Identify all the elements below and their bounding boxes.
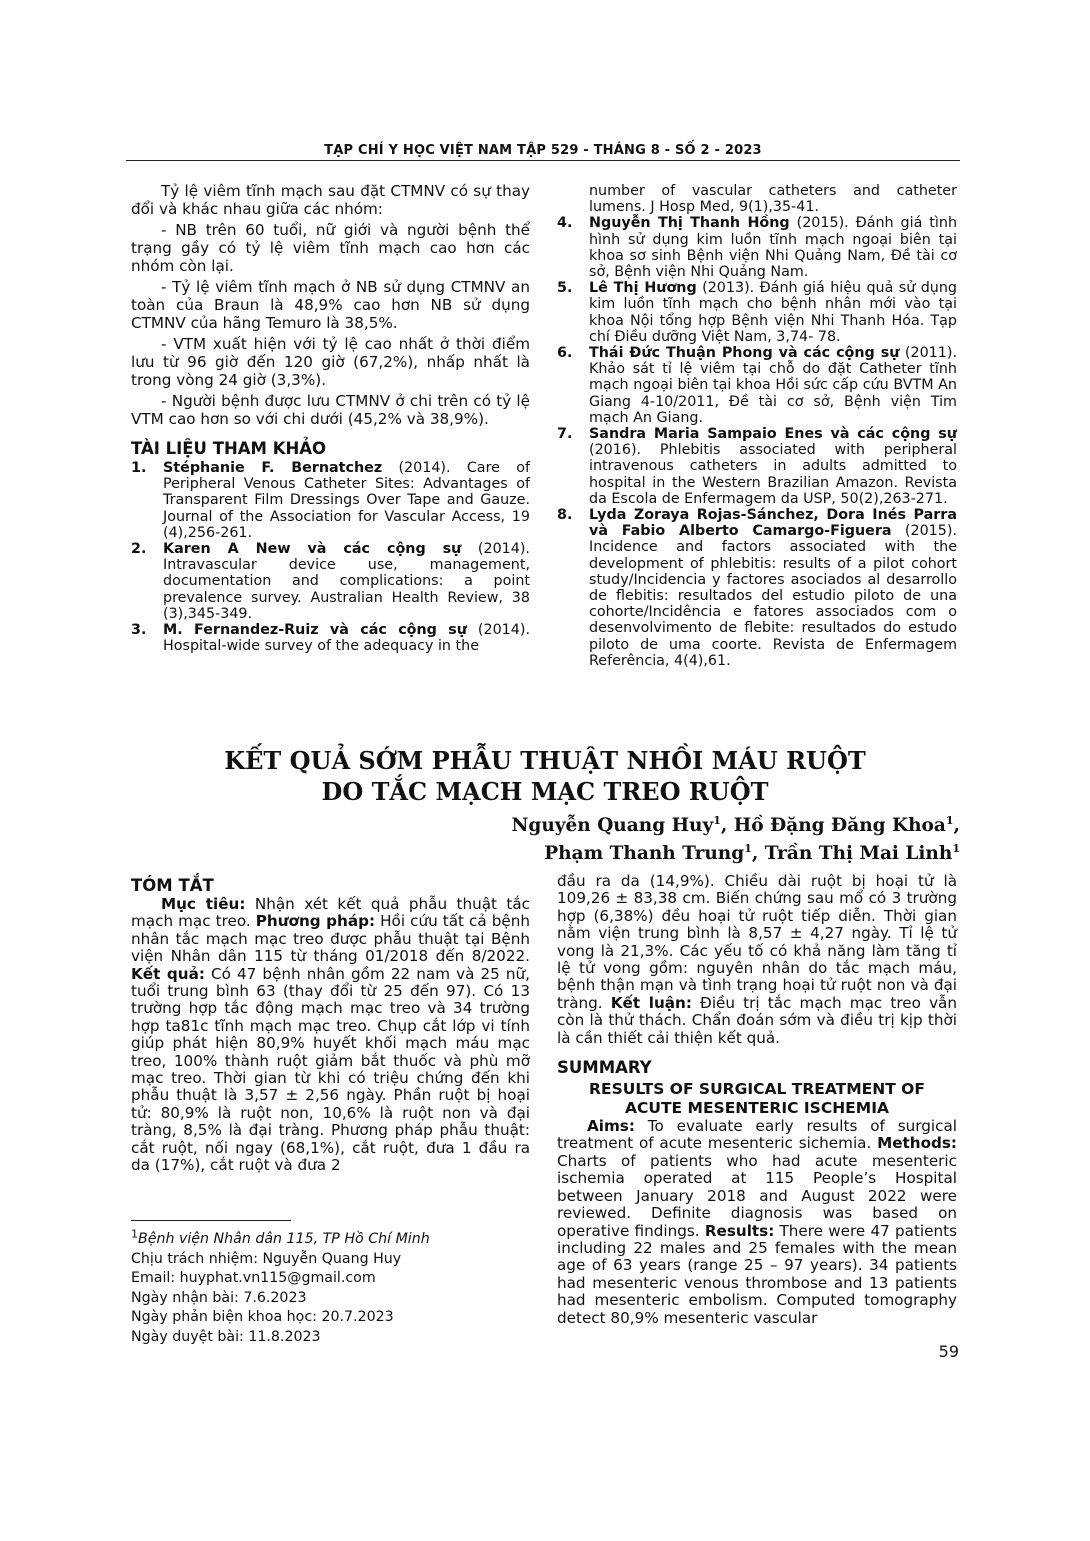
reference-item: 3. M. Fernandez-Ruiz và các cộng sự (2014). Hospital-wide survey of the adequacy in the <box>131 622 530 655</box>
reference-item: 7. Sandra Maria Sampaio Enes và các cộng sự (2016). Phlebitis associated with peripheral intravenous catheters in adults admitted to hospital in the Western Brazilian Amazon. Revista da Escola de Enfermagem da USP, 50(2),263-271. <box>557 426 957 507</box>
conclusion-paragraph: Tỷ lệ viêm tĩnh mạch sau đặt CTMNV có sự thay đổi và khác nhau giữa các nhóm: <box>131 182 530 218</box>
corresponding-author: Chịu trách nhiệm: Nguyễn Quang Huy <box>131 1250 402 1267</box>
summary-title: RESULTS OF SURGICAL TREATMENT OF ACUTE MESENTERIC ISCHEMIA <box>589 1080 925 1118</box>
footnote-rule <box>131 1220 291 1221</box>
reference-item: 6. Thái Đức Thuận Phong và các cộng sự (2011). Khảo sát tỉ lệ viêm tại chỗ do đặt Catheter tĩnh mạch ngoại biên tại khoa Hồi sức cấp cứu BVTM An Giang 4-10/2011, Đề tài cơ sở, Bệnh viện Tim mạch An Giang. <box>557 345 957 426</box>
journal-header: TẠP CHÍ Y HỌC VIỆT NAM TẬP 529 - THÁNG 8 - SỐ 2 - 2023 <box>324 143 762 158</box>
conclusion-paragraph: - NB trên 60 tuổi, nữ giới và người bệnh thể trạng gầy có tỷ lệ viêm tĩnh mạch cao hơn các nhóm còn lại. <box>131 221 530 275</box>
abstract-body: Mục tiêu: Nhận xét kết quả phẫu thuật tắc mạch mạc treo. Phương pháp: Hồi cứu tất cả bệnh nhân tắc mạch mạc treo được phẫu thuật tại Bệnh viện Nhân dân 115 từ tháng 01/2018 đến 8/2022. Kết quả: Có 47 bệnh nhân gồm 22 nam và 25 nữ, tuổi trung bình 63 (thay đổi từ 25 đến 97). Có 13 trường hợp tắc động mạch mạc treo và 34 trường hợp ta81c tĩnh mạch mạc treo. Chụp cắt lớp vi tính giúp phát hiện 80,9% huyết khối mạch máu mạc treo, 100% thành ruột giảm bắt thuốc và phù mỡ mạc treo. Thời gian từ khi có triệu chứng đến khi phẫu thuật là 3,57 ± 2,56 ngày. Phần ruột bị hoại tử: 80,9% là ruột non, 10,6% là ruột non và đại tràng, 8,5% là đại tràng. Phương pháp phẫu thuật: cắt ruột, nối ngay (68,1%), cắt ruột, đưa 1 đầu ra da (17%), cắt ruột và đưa 2 <box>131 895 531 1175</box>
conclusion-paragraph: - VTM xuất hiện với tỷ lệ cao nhất ở thời điểm lưu từ 96 giờ đến 120 giờ (67,2%), nhấp nhất là trong vòng 24 giờ (3,3%). <box>131 335 530 389</box>
article-title: KẾT QUẢ SỚM PHẪU THUẬT NHỒI MÁU RUỘT DO TẮC MẠCH MẠC TREO RUỘT <box>224 746 866 806</box>
author-list: Nguyễn Quang Huy$^1$, Hồ Đặng Đăng Khoa$^1$, Phạm Thanh Trung$^1$, Trần Thị Mai Linh$^1$ <box>511 813 960 864</box>
reference-item: 1. Stéphanie F. Bernatchez (2014). Care of Peripheral Venous Catheter Sites: Advantages of Transparent Film Dressings Over Tape and Gauze. Journal of the Association for Vascular Access, 19 (4),256-261. <box>131 460 530 541</box>
author-name: Phạm Thanh Trung <box>544 843 745 864</box>
abstract-continued <box>557 873 957 1327</box>
abstract-heading: TÓM TẮT <box>131 876 214 895</box>
email: Email: huyphat.vn115@gmail.com <box>131 1270 376 1287</box>
conclusion-paragraph: - Người bệnh được lưu CTMNV ở chi trên có tỷ lệ VTM cao hơn so với chi dưới (45,2% và 38,9%). <box>131 392 530 428</box>
author-name: Trần Thị Mai Linh <box>764 843 953 864</box>
reference-list-continued <box>557 183 957 669</box>
reference-item: 5. Lê Thị Hương (2013). Đánh giá hiệu quả sử dụng kim luồn tĩnh mạch cho bệnh nhân mới vào tại khoa Nội tổng hợp Bệnh viện Nhi Thanh Hóa. Tạp chí Điều dưỡng Việt Nam, 3,74- 78. <box>557 280 957 345</box>
reference-item: number of vascular catheters and catheter lumens. J Hosp Med, 9(1),35-41. <box>589 183 957 216</box>
date-received: Ngày nhận bài: 7.6.2023 <box>131 1289 307 1306</box>
page-number: 59 <box>938 1342 959 1361</box>
reference-item: 8. Lyda Zoraya Rojas-Sánchez, Dora Inés Parra và Fabio Alberto Camargo-Figuera (2015). Incidence and factors associated with the development of phlebitis: results of a pilot cohort study/Incidencia y factores asociados al desarrollo de flebitis: resultados del estudio piloto de una cohorte/Incidência e fatores associados com o desenvolvimento de flebite: resultados do estudo piloto de uma coorte. Revista de Enfermagem Referência, 4(4),61. <box>557 507 957 669</box>
reference-list <box>131 460 530 654</box>
date-accepted: Ngày duyệt bài: 11.8.2023 <box>131 1328 321 1345</box>
author-name: Nguyễn Quang Huy <box>511 815 714 836</box>
summary-heading: SUMMARY <box>557 1058 652 1078</box>
summary-body: Aims: To evaluate early results of surgical treatment of acute mesenteric sichemia. Methods: Charts of patients who had acute mesenteric ischemia operated at 115 People’s Hospital between January 2018 and August 2022 were reviewed. Definite diagnosis was based on operative findings. Results: There were 47 patients including 22 males and 25 females with the mean age of 63 years (range 25 – 97 years). 34 patients had mesenteric venous thrombose and 13 patients had mesenteric embolism. Computed tomography detect 80,9% mesenteric vascular <box>557 1117 957 1327</box>
affiliation: Bệnh viện Nhân dân 115, TP Hồ Chí Minh <box>138 1231 430 1247</box>
abstract-body: đầu ra da (14,9%). Chiều dài ruột bị hoại tử là 109,26 ± 83,38 cm. Biến chứng sau mổ có 3 trường hợp (6,38%) đều hoại tử ruột tiếp diễn. Thời gian nằm viện trung bình là 8,57 ± 4,27 ngày. Tỉ lệ tử vong là 21,3%. Các yếu tố có khả năng làm tăng tỉ lệ tử vong gồm: nguyên nhân do tắc mạch máu, bệnh thận mạn và tình trạng hoại tử ruột non và đại tràng. Kết luận: Điều trị tắc mạch mạc treo vẫn còn là thử thách. Chẩn đoán sớm và điều trị kịp thời là cần thiết cải thiện kết quả. <box>557 872 957 1047</box>
date-reviewed: Ngày phản biện khoa học: 20.7.2023 <box>131 1309 394 1326</box>
conclusion-paragraph: - Tỷ lệ viêm tĩnh mạch ở NB sử dụng CTMNV an toàn của Braun là 48,9% cao hơn NB sử dụng CTMNV của hãng Temuro là 38,5%. <box>131 278 530 332</box>
abstract-vietnamese <box>131 877 530 1175</box>
reference-item: 4. Nguyễn Thị Thanh Hồng (2015). Đánh giá tình hình sử dụng kim luồn tĩnh mạch ngoại biên tại khoa sơ sinh Bệnh viện Nhi Quảng Nam, Đề tài cơ sở, Bệnh viện Nhi Quảng Nam. <box>557 215 958 281</box>
footnote: $^1$Bệnh viện Nhân dân 115, TP Hồ Chí Minh Chịu trách nhiệm: Nguyễn Quang Huy Email: huyphat.vn115@gmail.com Ngày nhận bài: 7.6.2023 Ngày phản biện khoa học: 20.7.2023 Ngày duyệt bài: 11.8.2023 <box>131 1230 531 1348</box>
conclusion-text <box>131 182 530 654</box>
reference-item: 2. Karen A New và các cộng sự (2014). Intravascular device use, management, documentation and complications: a point prevalence survey. Australian Health Review, 38 (3),345-349. <box>131 541 530 622</box>
author-name: Hồ Đặng Đăng Khoa <box>733 815 946 836</box>
header-rule <box>126 160 960 161</box>
references-heading: TÀI LIỆU THAM KHẢO <box>131 439 327 458</box>
